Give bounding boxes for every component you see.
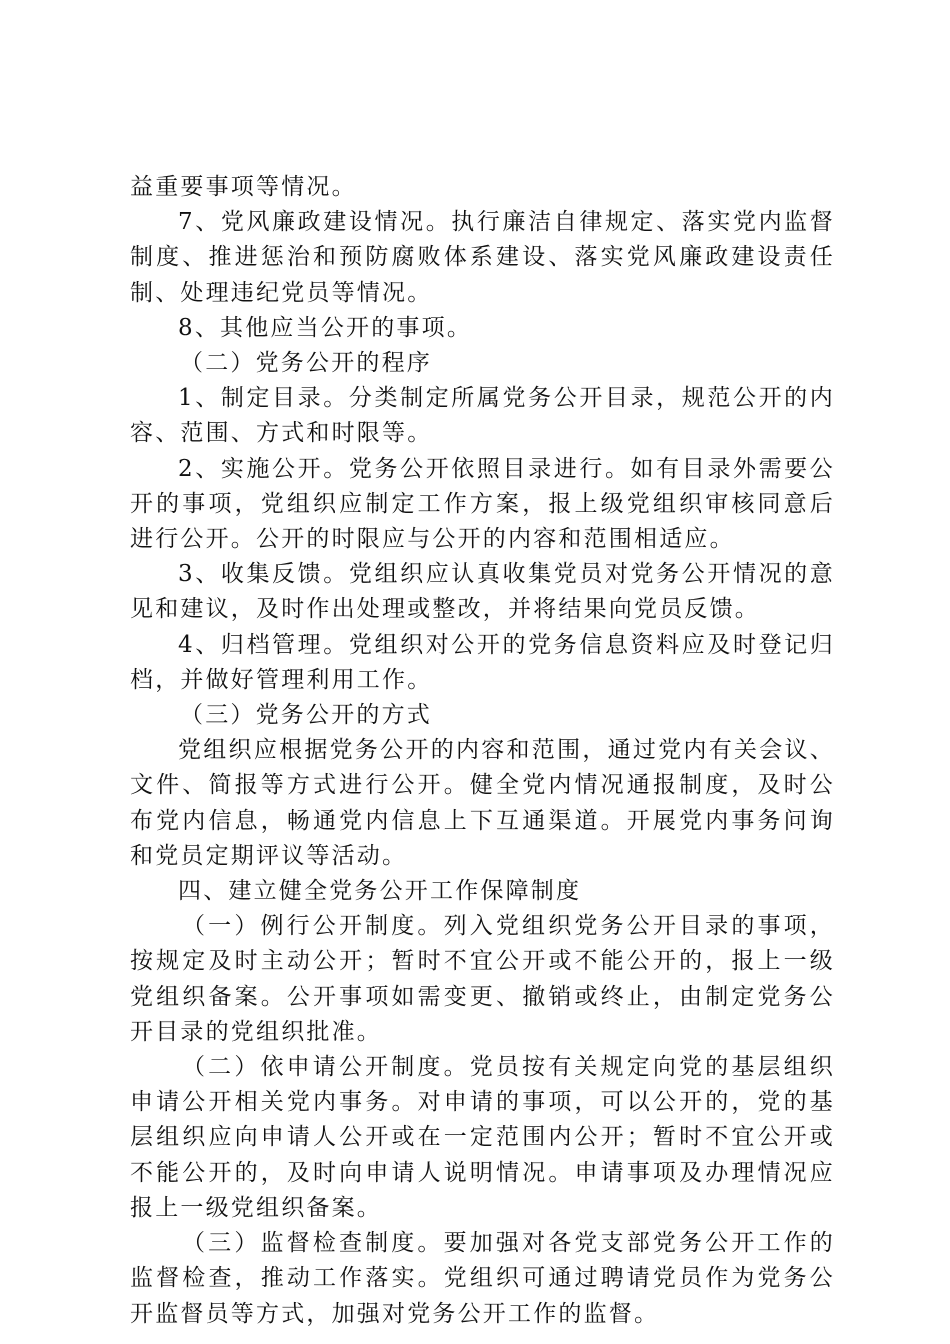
section-heading-methods: （三）党务公开的方式 — [180, 702, 432, 729]
paragraph-step-4: 4、归档管理。党组织对公开的党务信息资料应及时登记归档，并做好管理利用工作。 — [130, 631, 835, 693]
section-heading-procedure: （二）党务公开的程序 — [180, 350, 432, 377]
paragraph-step-2: 2、实施公开。党务公开依照目录进行。如有目录外需要公开的事项，党组织应制定工作方案，报上级党组织审核同意后进行公开。公开的时限应与公开的内容和范围相适应。 — [130, 455, 835, 553]
paragraph-continuation: 益重要事项等情况。 — [130, 174, 357, 200]
document-body — [130, 170, 835, 1332]
paragraph-step-3: 3、收集反馈。党组织应认真收集党员对党务公开情况的意见和建议，及时作出处理或整改，并将结果向党员反馈。 — [130, 561, 835, 623]
paragraph-item-7: 7、党风廉政建设情况。执行廉洁自律规定、落实党内监督制度、推进惩治和预防腐败体系建设、落实党风廉政建设责任制、处理违纪党员等情况。 — [130, 209, 835, 306]
paragraph-application-disclosure: （二）依申请公开制度。党员按有关规定向党的基层组织申请公开相关党内事务。对申请的事项，可以公开的，党的基层组织应向申请人公开或在一定范围内公开；暂时不宜公开或不能公开的，及时向申请人说明情况。申请事项及办理情况应报上一级党组织备案。 — [130, 1054, 835, 1221]
section-heading-guarantee: 四、建立健全党务公开工作保障制度 — [178, 878, 582, 905]
paragraph-item-8: 8、其他应当公开的事项。 — [178, 314, 473, 341]
paragraph-step-1: 1、制定目录。分类制定所属党务公开目录，规范公开的内容、范围、方式和时限等。 — [130, 385, 835, 447]
paragraph-routine-disclosure: （一）例行公开制度。列入党组织党务公开目录的事项，按规定及时主动公开；暂时不宜公开或不能公开的，报上一级党组织备案。公开事项如需变更、撤销或终止，由制定党务公开目录的党组织批准。 — [130, 913, 835, 1045]
paragraph-methods: 党组织应根据党务公开的内容和范围，通过党内有关会议、文件、简报等方式进行公开。健全党内情况通报制度，及时公布党内信息，畅通党内信息上下互通渠道。开展党内事务问询和党员定期评议等活动。 — [130, 737, 835, 869]
paragraph-supervision: （三）监督检查制度。要加强对各党支部党务公开工作的监督检查，推动工作落实。党组织可通过聘请党员作为党务公开监督员等方式，加强对党务公开工作的监督。 — [130, 1230, 835, 1327]
